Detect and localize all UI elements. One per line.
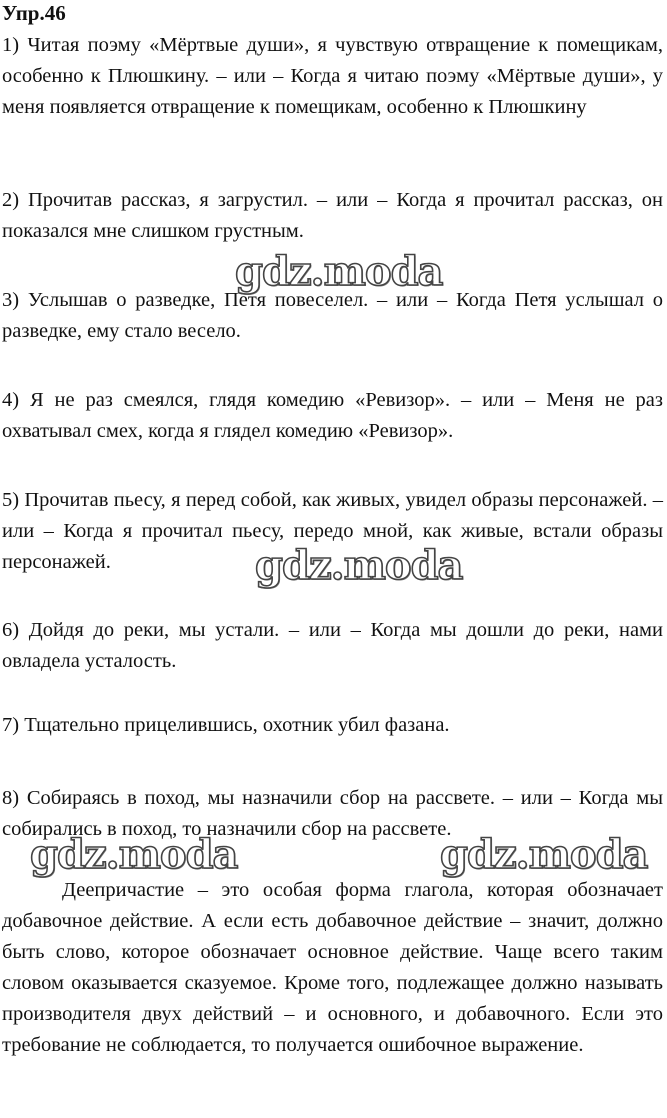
- answer-item-2: 2) Прочитав рассказ, я загрустил. – или – Когда я прочитал рассказ, он показался мне слишком грустным.: [2, 189, 663, 242]
- answer-item-1: 1) Читая поэму «Мёртвые души», я чувствую отвращение к помещикам, особенно к Плюшкину. – или – Когда я читаю поэму «Мёртвые души», у меня появляется отвращение к помещикам, особенно к Плюшкину: [2, 34, 663, 118]
- watermark-logo: gdz.moda: [235, 248, 443, 295]
- answer-item-8: 8) Собираясь в поход, мы назначили сбор на рассвете. – или – Когда мы собирались в поход, то назначили сбор на рассвете.: [2, 787, 663, 840]
- answer-item-4: 4) Я не раз смеялся, глядя комедию «Ревизор». – или – Меня не раз охватывал смех, когда я глядел комедию «Ревизор».: [2, 389, 663, 442]
- watermark-logo: gdz.moda: [440, 831, 648, 878]
- explanation-paragraph: Деепричастие – это особая форма глагола, которая обозначает добавочное действие. А если есть добавочное действие – значит, должно быть слово, которое обозначает основное действие. Чаще всего таким словом оказывается сказуемое. Кроме того, подлежащее должно называть производителя двух действий – и основного, и добавочного. Если это требование не соблюдается, то получается ошибочное выражение.: [2, 879, 663, 1056]
- answer-item-5: 5) Прочитав пьесу, я перед собой, как живых, увидел образы персонажей. – или – Когда я прочитал пьесу, передо мной, как живые, встали образы персонажей.: [2, 489, 663, 573]
- exercise-title: Упр.46: [2, 1, 66, 25]
- answer-item-6: 6) Дойдя до реки, мы устали. – или – Когда мы дошли до реки, нами овладела усталость.: [2, 619, 663, 672]
- answer-item-3: 3) Услышав о разведке, Петя повеселел. – или – Когда Петя услышал о разведке, ему стало весело.: [2, 289, 663, 342]
- answer-item-7: 7) Тщательно прицелившись, охотник убил фазана.: [2, 714, 450, 736]
- watermark-logo: gdz.moda: [255, 542, 463, 589]
- watermark-logo: gdz.moda: [30, 831, 238, 878]
